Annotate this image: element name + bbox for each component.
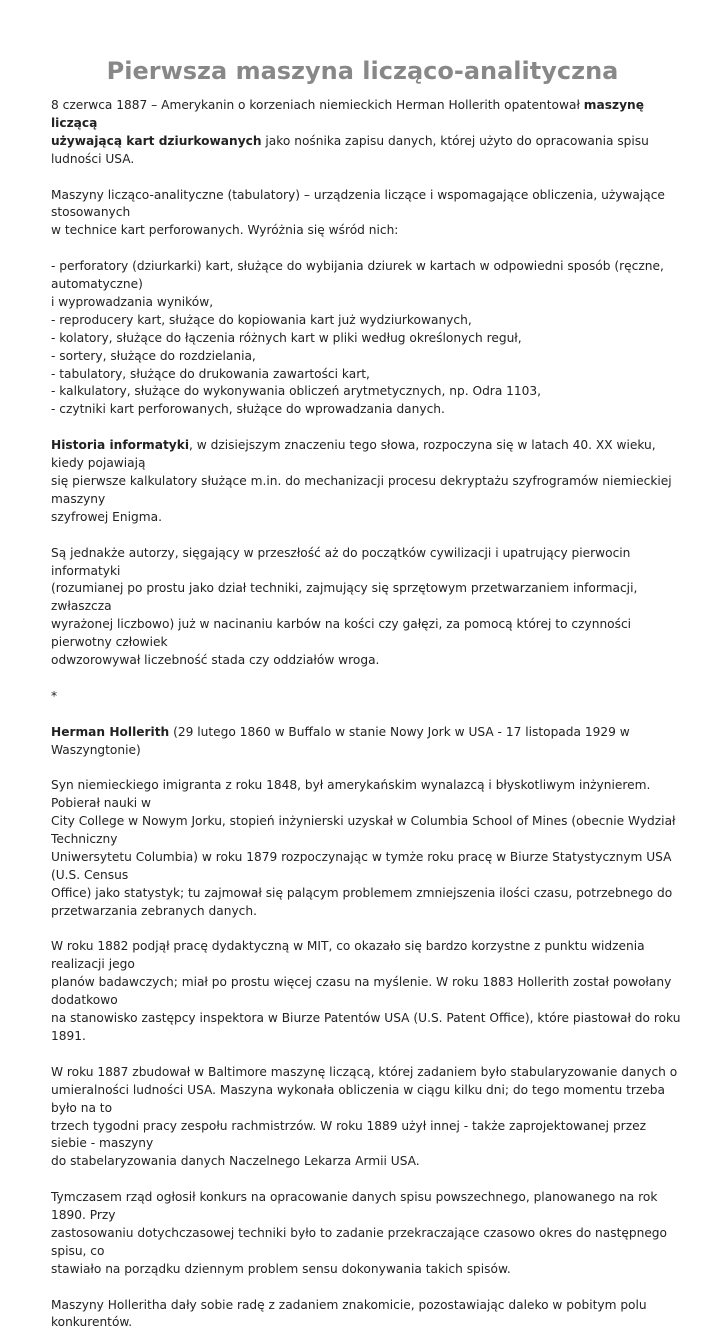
text-line: Maszyny Holleritha dały sobie radę z zadaniem znakomicie, pozostawiając daleko w pobitym polu konkurentów. [51, 1297, 647, 1330]
list-item: - tabulatory, służące do drukowania zawartości kart, [51, 366, 370, 381]
text-line: zastosowaniu dotychczasowej techniki było to zadanie przekraczające czasowo okres do następnego spisu, co [51, 1225, 668, 1258]
paragraph-mit [51, 938, 681, 1045]
paragraph-biography [51, 777, 681, 920]
text-line: szyfrowej Enigma. [51, 509, 162, 524]
text-line: umieralności ludności USA. Maszyna wykonała obliczenia w ciągu kilku dni; do tego momentu trzeba było na to [51, 1082, 665, 1115]
text-line: City College w Nowym Jorku, stopień inżynierski uzyskał w Columbia School of Mines (obecnie Wydział Techniczny [51, 814, 676, 847]
paragraph-authors [51, 545, 681, 670]
text-line: się pierwsze kalkulatory służące m.in. do mechanizacji procesu dekryptażu szyfrogramów niemieckiej maszyny [51, 473, 672, 506]
text-line: przetwarzania zebranych danych. [51, 903, 257, 918]
list-item: - kolatory, służące do łączenia różnych kart w pliki według określonych reguł, [51, 330, 522, 345]
text-line: do stabelaryzowania danych Naczelnego Lekarza Armii USA. [51, 1154, 420, 1169]
paragraph-conclusion [51, 1297, 681, 1332]
bold-term: Herman Hollerith [51, 724, 170, 739]
text-line: planów badawczych; miał po prostu więcej czasu na myślenie. W roku 1883 Hollerith został powołany dodatkowo [51, 975, 672, 1008]
paragraph-definition [51, 187, 681, 241]
paragraph-patent [51, 97, 681, 169]
list-item: - reproducery kart, służące do kopiowania kart już wydziurkowanych, [51, 312, 472, 327]
bold-term: Historia informatyki [51, 438, 190, 453]
text-line: Office) jako statystyk; tu zajmował się palącym problemem zmniejszenia ilości czasu, potrzebnego do [51, 885, 673, 900]
list-item: - sortery, służące do rozdzielania, [51, 348, 256, 363]
bold-term: używającą kart dziurkowanych [51, 133, 262, 148]
text-line: (rozumianej po prostu jako dział techniki, zajmujący się sprzętowym przetwarzaniem informacji, zwłaszcza [51, 581, 638, 614]
paragraph-hollerith-heading [51, 724, 681, 760]
text-line: Tymczasem rząd ogłosił konkurs na opracowanie danych spisu powszechnego, planowanego na rok 1890. Przy [51, 1190, 658, 1223]
text-line: na stanowisko zastępcy inspektora w Biurze Patentów USA (U.S. Patent Office), które piastował do roku 1891. [51, 1011, 681, 1043]
text-line: Syn niemieckiego imigranta z roku 1848, był amerykańskim wynalazcą i błyskotliwym inżynierem. Pobierał nauki w [51, 778, 651, 811]
text-line: odwzorowywał liczebność stada czy oddziałów wroga. [51, 653, 380, 668]
list-item: i wyprowadzania wyników, [51, 294, 214, 309]
text-span: jako nośnika zapisu danych, której użyto do opracowania spisu ludności USA. [51, 133, 649, 166]
text-line: stawiało na porządku dziennym problem sensu dokonywania takich spisów. [51, 1261, 511, 1276]
paragraph-baltimore [51, 1064, 681, 1171]
device-list [51, 258, 681, 419]
text-line [51, 437, 681, 473]
document-body [51, 97, 681, 1332]
list-item: - kalkulatory, służące do wykonywania obliczeń arytmetycznych, np. Odra 1103, [51, 384, 542, 399]
text-line: w technice kart perforowanych. Wyróżnia się wśród nich: [51, 223, 399, 238]
section-separator: * [51, 688, 58, 703]
text-span: , w dzisiejszym znaczeniu tego słowa, rozpoczyna się w latach 40. XX wieku, kiedy pojawiają [51, 438, 656, 471]
text-span: (29 lutego 1860 w Buffalo w stanie Nowy Jork w USA - 17 listopada 1929 w Waszyngtonie) [51, 724, 630, 757]
text-line [51, 724, 681, 760]
text-span: 8 czerwca 1887 – Amerykanin o korzeniach niemieckich Herman Hollerith opatentował [51, 98, 584, 112]
text-line: W roku 1882 podjął pracę dydaktyczną w MIT, co okazało się bardzo korzystne z punktu widzenia realizacji jego [51, 939, 645, 972]
text-line: trzech tygodni pracy zespołu rachmistrzów. W roku 1889 użył innej - także zaprojektowanej przez siebie - maszyny [51, 1118, 646, 1151]
text-line [51, 133, 681, 169]
text-line: Uniwersytetu Columbia) w roku 1879 rozpoczynając w tymże roku pracę w Biurze Statystycznym USA (U.S. Census [51, 849, 672, 882]
list-item: - czytniki kart perforowanych, służące do wprowadzania danych. [51, 402, 445, 417]
text-line [51, 97, 681, 133]
text-line: wyrażonej liczbowo) już w nacinaniu karbów na kości czy gałęzi, za pomocą której to czynności pierwotny człowiek [51, 617, 632, 650]
text-line: Są jednakże autorzy, sięgający w przeszłość aż do początków cywilizacji i upatrujący pierwocin informatyki [51, 545, 631, 578]
list-item: - perforatory (dziurkarki) kart, służące do wybijania dziurek w kartach w odpowiedni sposób (ręczne, automatyczne) [51, 259, 664, 292]
page-title: Pierwsza maszyna licząco-analityczna [106, 57, 619, 85]
bold-term: maszynę liczącą [51, 98, 644, 130]
paragraph-census [51, 1189, 681, 1279]
text-line: W roku 1887 zbudował w Baltimore maszynę liczącą, której zadaniem było stabularyzowanie danych o [51, 1064, 678, 1079]
text-line: Maszyny licząco-analityczne (tabulatory) – urządzenia liczące i wspomagające obliczenia, używające stosowanych [51, 187, 665, 220]
paragraph-history [51, 437, 681, 527]
